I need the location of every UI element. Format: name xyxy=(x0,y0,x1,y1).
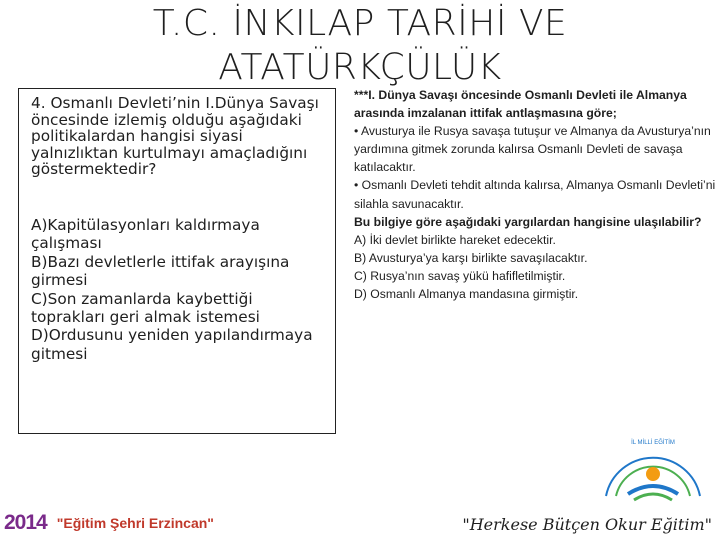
question-intro: ***I. Dünya Savaşı öncesinde Osmanlı Devleti ile Almanya arasında imzalanan ittifak antlaşmasına göre; xyxy=(354,88,687,121)
question-text: 4. Osmanlı Devleti’nin I.Dünya Savaşı öncesinde izlemiş olduğu aşağıdaki politikalardan hangisi siyasi yalnızlıktan kurtulmayı amaçladığını göstermektedir? xyxy=(31,94,319,179)
right-option-b: B) Avusturya’ya karşı birlikte savaşılacaktır. xyxy=(354,250,588,265)
footer-left xyxy=(4,509,214,537)
footer-slogan: "Eğitim Şehri Erzincan" xyxy=(56,515,214,531)
question-box xyxy=(18,88,336,434)
svg-text:İL MİLLİ EĞİTİM: İL MİLLİ EĞİTİM xyxy=(631,440,675,446)
slide-title xyxy=(0,2,720,90)
bullet-1: • Avusturya ile Rusya savaşa tutuşur ve Almanya da Avusturya’nın yardımına gitmek zorunda kalırsa Osmanlı Devleti de savaşa katılacaktır. xyxy=(354,124,711,175)
education-logo-icon xyxy=(598,430,708,512)
option-a: A)Kapitülasyonları kaldırmaya çalışması xyxy=(31,215,260,253)
question-prompt: Bu bilgiye göre aşağıdaki yargılardan hangisine ulaşılabilir? xyxy=(354,214,702,229)
right-option-a: A) İki devlet birlikte hareket edecektir. xyxy=(354,232,556,247)
option-b: B)Bazı devletlerle ittifak arayışına girmesi xyxy=(31,252,290,290)
right-option-d: D) Osmanlı Almanya mandasına girmiştir. xyxy=(354,287,579,302)
footer-year: 2014 xyxy=(4,511,47,534)
options-list xyxy=(31,216,325,363)
title-line-2: ATATÜRKÇÜLÜK xyxy=(218,47,502,88)
right-option-c: C) Rusya’nın savaş yükü hafifletilmiştir. xyxy=(354,268,566,283)
bullet-2: • Osmanlı Devleti tehdit altında kalırsa, Almanya Osmanlı Devleti’ni silahla savunacaktır. xyxy=(354,178,716,211)
footer-right-slogan: "Herkese Bütçen Okur Eğitim" xyxy=(462,515,712,534)
title-line-1: T.C. İNKILAP TARİHİ VE xyxy=(152,3,568,44)
option-c: C)Son zamanlarda kaybettiği toprakları geri almak istemesi xyxy=(31,289,260,326)
second-question xyxy=(354,86,720,303)
option-d: D)Ordusunu yeniden yapılandırmaya gitmesi xyxy=(31,326,313,363)
